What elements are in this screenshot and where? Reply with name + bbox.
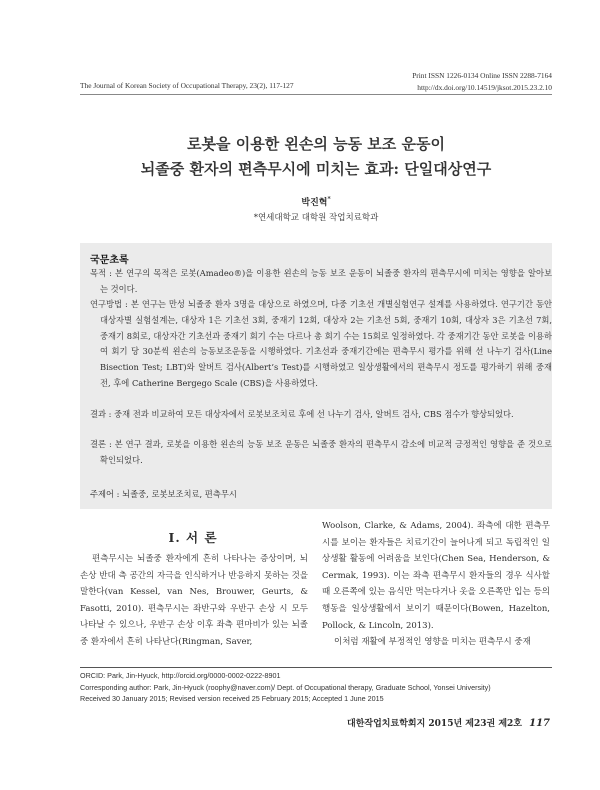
journal-citation: The Journal of Korean Society of Occupational Therapy, 23(2), 117-127 bbox=[80, 81, 294, 90]
abstract-text: 본 연구는 만성 뇌졸중 환자 3명을 대상으로 하였으며, 다중 기초선 개별실험연구 설계를 사용하였다. 연구기간 동안 대상자별 실험설계는, 대상자 1은 기초선 3회, 중재기 12회, 대상자 2는 기초선 5회, 중재기 10회, 대상자 3은 기초선 7회, 중재기 8회로, 대상자간 기초선과 중재기 회기 수는 다르나 총 회기 수는 15회로 일정하였다. 각 중재기간 동안 로봇을 이용하여 회기 당 30분씩 왼손의 능동보조운동을 시행하였다. 기초선과 중재기간에는 편측무시 평가를 위해 선 나누기 검사(Line Bisection Test; LBT)와 알버트 검사(Albert’s Test)를 시행하였고 일상생활에서의 편측무시 정도를 평가하기 위해 중재 전, 후에 Catherine Bergego Scale (CBS)을 사용하였다. bbox=[100, 299, 552, 388]
received-dates-note: Received 30 January 2015; Revised version received 25 February 2015; Accepted 1 June 2015 bbox=[80, 694, 384, 703]
footnote-rule bbox=[80, 667, 552, 668]
footnotes bbox=[80, 670, 491, 705]
abstract-text: 본 연구 결과, 로봇을 이용한 왼손의 능동 보조 운동은 뇌졸중 환자의 편측무시 감소에 비교적 긍정적인 영향을 준 것으로 확인되었다. bbox=[100, 439, 552, 465]
abstract-label: 연구방법 : bbox=[90, 299, 131, 309]
body-right-column bbox=[322, 518, 550, 651]
keywords bbox=[90, 488, 237, 500]
author-mark: * bbox=[327, 196, 331, 203]
footer-journal-issue: 대한작업치료학회지 2015년 제23권 제2호 bbox=[347, 719, 522, 729]
keywords-text: 뇌졸중, 로봇보조치료, 편측무시 bbox=[122, 489, 237, 499]
author bbox=[80, 195, 552, 208]
abstract-label: 목적 : bbox=[90, 268, 116, 278]
issn: Print ISSN 1226-0134 Online ISSN 2288-7164 bbox=[412, 71, 552, 80]
body-paragraph: 편측무시는 뇌졸중 환자에게 흔히 나타나는 증상이며, 뇌 손상 반대 측 공간의 자극을 인식하거나 반응하지 못하는 것을 말한다(van Kessel, van Nes, Brouwer, Geurts, & Fasotti, 2010). 편측무시는 좌반구와 우반구 손상 시 모두 나타날 수 있으나, 우반구 손상 이후 좌측 편마비가 있는 뇌졸중 환자에서 흔히 나타난다(Ringman, Saver, bbox=[80, 554, 308, 647]
abstract-methods bbox=[90, 297, 552, 392]
abstract-heading: 국문초록 bbox=[90, 255, 129, 266]
orcid-note: ORCID: Park, Jin-Hyuck, http://orcid.org/0000-0002-0222-8901 bbox=[80, 671, 281, 680]
abstract-text: 중재 전과 비교하여 모든 대상자에서 로봇보조치료 후에 선 나누기 검사, 알버트 검사, CBS 점수가 향상되었다. bbox=[114, 409, 514, 419]
issn-doi-block bbox=[412, 70, 552, 94]
abstract-text: 본 연구의 목적은 로봇(Amadeo®)을 이용한 왼손의 능동 보조 운동이 뇌졸중 환자의 편측무시에 미치는 영향을 알아보는 것이다. bbox=[100, 268, 552, 294]
section-title-introduction: Ⅰ. 서 론 bbox=[168, 530, 218, 545]
affiliation: *연세대학교 대학원 작업치료학과 bbox=[253, 213, 379, 223]
body-left-column bbox=[80, 551, 308, 651]
keywords-label: 주제어 : bbox=[90, 489, 123, 499]
abstract-purpose bbox=[90, 266, 552, 298]
body-paragraph: 이처럼 재활에 부정적인 영향을 미치는 편측무시 중재 bbox=[334, 637, 531, 648]
author-name: 박진혁 bbox=[301, 198, 328, 208]
body-paragraph: Woolson, Clarke, & Adams, 2004). 좌측에 대한 편측무시를 보이는 환자들은 치료기간이 늘어나게 되고 독립적인 일상생활 활동에 어려움을 보인다(Chen Sea, Henderson, & Cermak, 1993). 이는 좌측 편측무시 환자들의 경우 식사할 때 오른쪽에 있는 음식만 먹는다거나 옷을 오른쪽만 입는 등의 행동을 일상생활에서 보이기 때문이다(Bowen, Hazelton, Pollock, & Lincoln, 2013). bbox=[322, 521, 550, 631]
title-line-1: 로봇을 이용한 왼손의 능동 보조 운동이 bbox=[187, 135, 445, 153]
abstract-conclusion bbox=[90, 437, 552, 469]
abstract-results bbox=[90, 407, 552, 423]
abstract-label: 결론 : bbox=[90, 439, 115, 449]
page-footer bbox=[347, 716, 550, 729]
page-number: 117 bbox=[529, 718, 550, 729]
abstract-label: 결과 : bbox=[90, 409, 115, 419]
doi-link[interactable]: http://dx.doi.org/10.14519/jksot.2015.23.2.10 bbox=[417, 83, 552, 92]
title-line-2: 뇌졸중 환자의 편측무시에 미치는 효과: 단일대상연구 bbox=[140, 160, 492, 178]
header-rule bbox=[80, 94, 552, 95]
corresponding-author-note: Corresponding author: Park, Jin-Hyuck (roophy@naver.com)/ Dept. of Occupational therapy, Graduate School, Yonsei University) bbox=[80, 682, 491, 692]
